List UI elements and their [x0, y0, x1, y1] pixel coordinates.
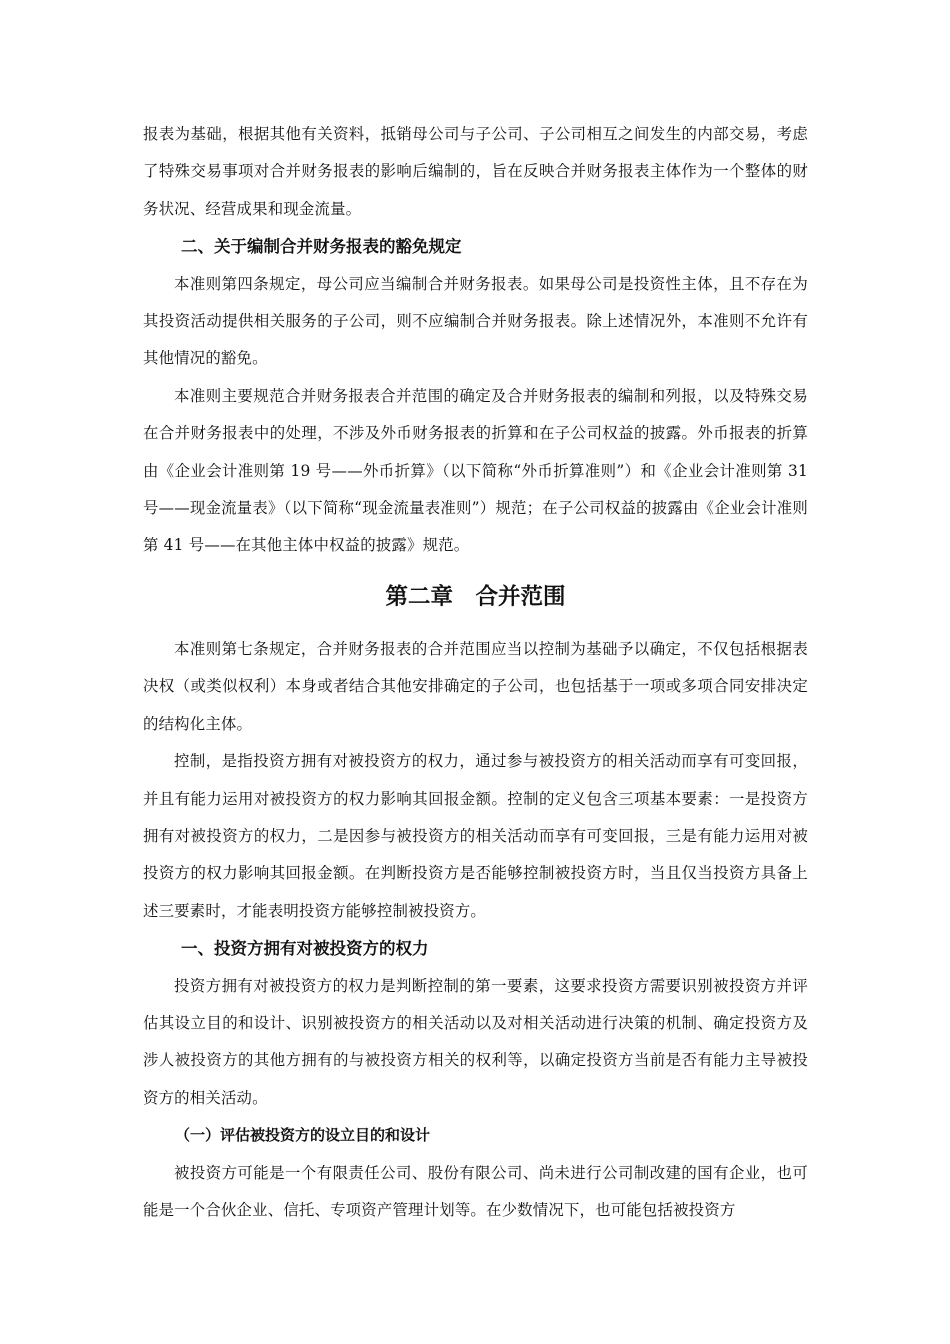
paragraph: 被投资方可能是一个有限责任公司、股份有限公司、尚未进行公司制改建的国有企业，也可能是一个合伙企业、信托、专项资产管理计划等。在少数情况下，也可能包括被投资方	[143, 1163, 808, 1219]
section-heading: 一、投资方拥有对被投资方的权力	[181, 939, 429, 959]
chapter-title: 第二章 合并范围	[385, 583, 566, 610]
subsection-heading: （一）评估被投资方的设立目的和设计	[175, 1126, 431, 1145]
paragraph: 本准则第七条规定，合并财务报表的合并范围应当以控制为基础予以确定，不仅包括根据表决权（或类似权利）本身或者结合其他安排确定的子公司，也包括基于一项或多项合同安排决定的结构化主体。	[143, 639, 808, 733]
paragraph: 报表为基础，根据其他有关资料，抵销母公司与子公司、子公司相互之间发生的内部交易，考虑了特殊交易事项对合并财务报表的影响后编制的，旨在反映合并财务报表主体作为一个整体的财务状况、经营成果和现金流量。	[143, 125, 808, 218]
document-body	[143, 116, 808, 1229]
section-heading: 二、关于编制合并财务报表的豁免规定	[181, 237, 462, 257]
paragraph: 本准则第四条规定，母公司应当编制合并财务报表。如果母公司是投资性主体，且不存在为其投资活动提供相关服务的子公司，则不应编制合并财务报表。除上述情况外，本准则不允许有其他情况的豁免。	[143, 274, 808, 368]
paragraph: 本准则主要规范合并财务报表合并范围的确定及合并财务报表的编制和列报，以及特殊交易在合并财务报表中的处理，不涉及外币财务报表的折算和在子公司权益的披露。外币报表的折算由《企业会计准则第 19 号——外币折算》（以下简称“外币折算准则”）和《企业会计准则第 31 号——现金流量表》（以下简称“现金流量表准则”）规范；在子公司权益的披露由《企业会计准则第 41 号——在其他主体中权益的披露》规范。	[143, 386, 808, 555]
paragraph: 控制，是指投资方拥有对被投资方的权力，通过参与被投资方的相关活动而享有可变回报，并且有能力运用对被投资方的权力影响其回报金额。控制的定义包含三项基本要素：一是投资方拥有对被投资方的权力，二是因参与被投资方的相关活动而享有可变回报，三是有能力运用对被投资方的权力影响其回报金额。在判断投资方是否能够控制被投资方时，当且仅当投资方具备上述三要素时，才能表明投资方能够控制被投资方。	[143, 752, 808, 920]
paragraph: 投资方拥有对被投资方的权力是判断控制的第一要素，这要求投资方需要识别被投资方并评估其设立目的和设计、识别被投资方的相关活动以及对相关活动进行决策的机制、确定投资方及涉人被投资方的其他方拥有的与被投资方相关的权利等，以确定投资方当前是否有能力主导被投资方的相关活动。	[143, 976, 808, 1107]
